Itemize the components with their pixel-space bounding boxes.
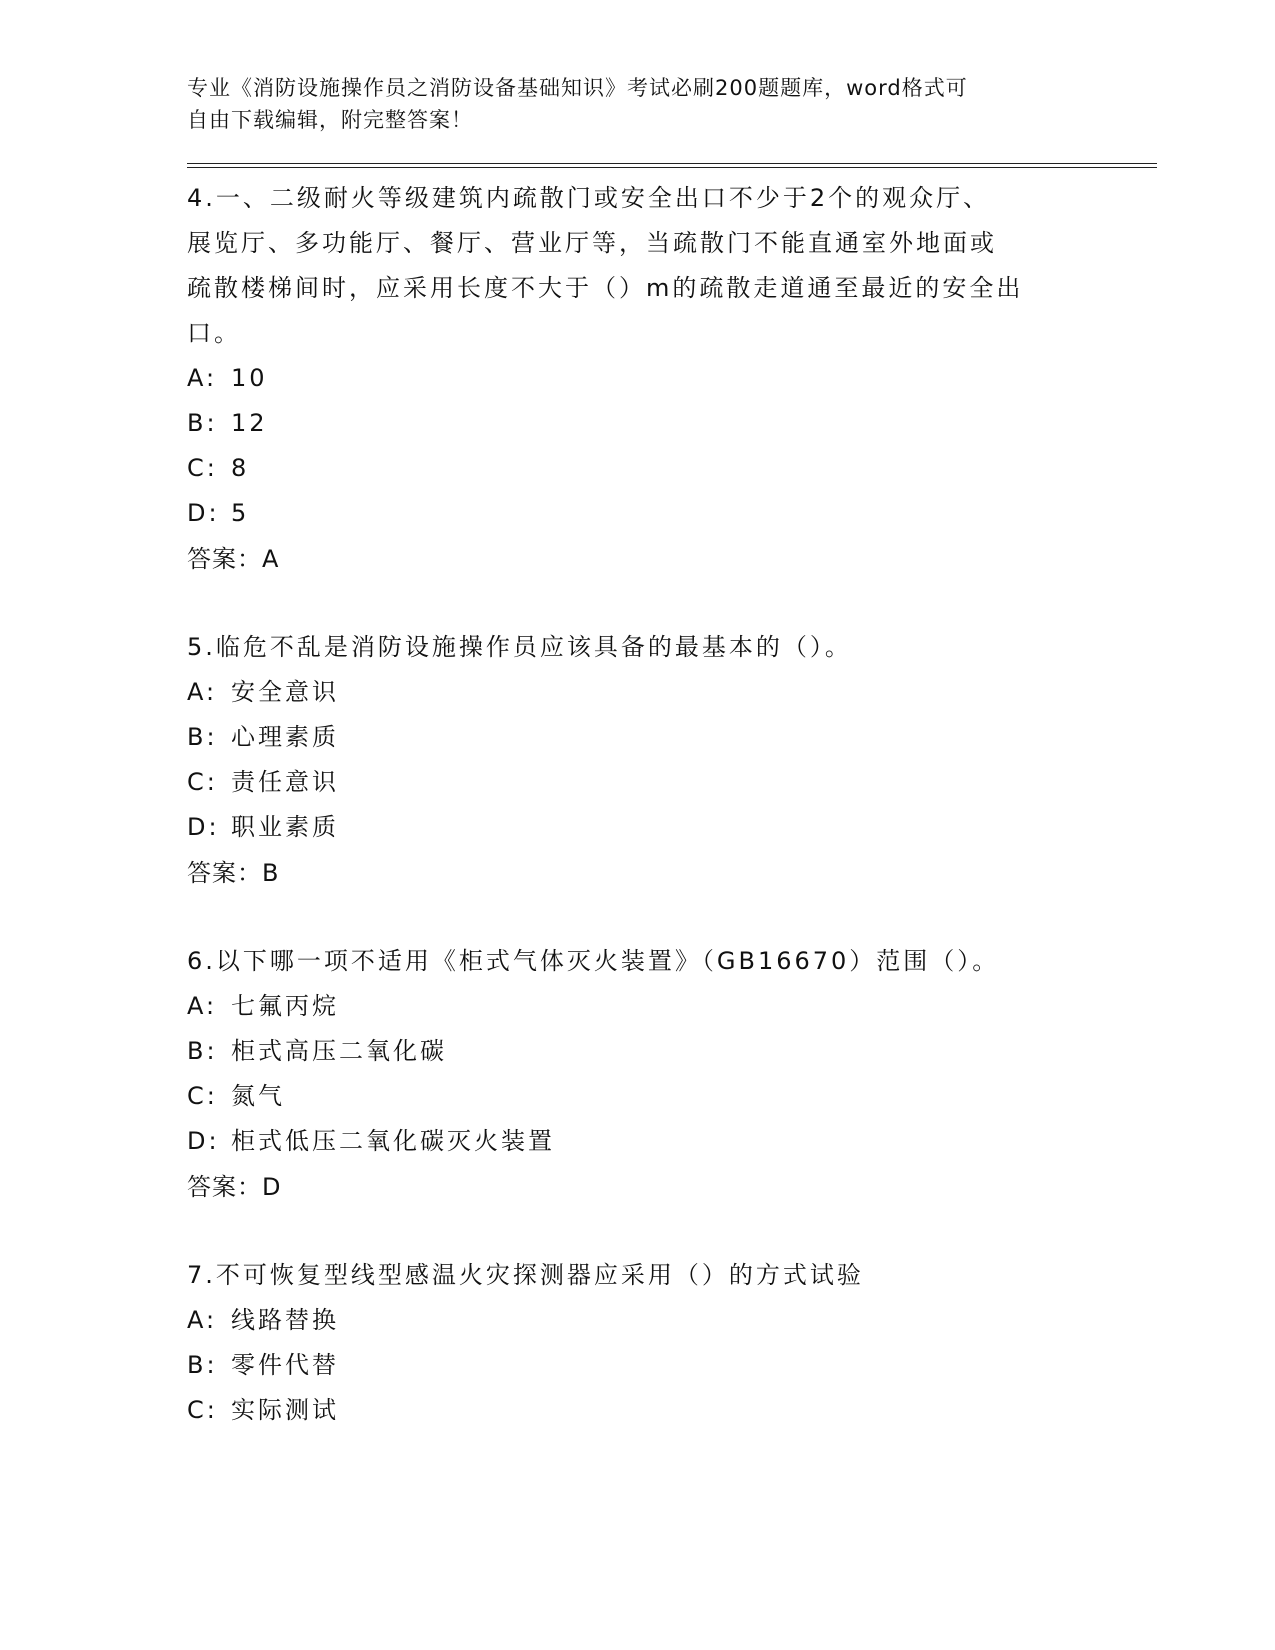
option-a: [187, 984, 1087, 1029]
header-divider: [187, 163, 1157, 169]
question-stem: 5.临危不乱是消防设施操作员应该具备的最基本的（）。: [187, 633, 852, 661]
answer-line: 答案：A: [187, 545, 280, 573]
option-letter: C:: [187, 768, 218, 796]
question-stem: 展览厅、多功能厅、餐厅、营业厅等，当疏散门不能直通室外地面或: [187, 229, 997, 257]
option-letter: A:: [187, 1306, 218, 1334]
answer-line: 答案：D: [187, 1173, 282, 1201]
option-text: 12: [231, 409, 268, 437]
option-text: 柜式高压二氧化碳: [231, 1037, 447, 1065]
option-letter: A:: [187, 678, 218, 706]
option-letter: C:: [187, 1082, 218, 1110]
option-text: 氮气: [231, 1082, 285, 1110]
option-letter: B:: [187, 1037, 218, 1065]
option-letter: D:: [187, 499, 220, 527]
option-c: [187, 446, 1087, 491]
option-text: 线路替换: [231, 1306, 339, 1334]
option-b: [187, 401, 1087, 446]
option-b: [187, 1029, 1087, 1074]
option-text: 安全意识: [231, 678, 339, 706]
spacer: [187, 896, 1087, 939]
document-header: [187, 72, 1087, 136]
spacer: [187, 582, 1087, 625]
option-text: 心理素质: [231, 723, 339, 751]
option-letter: A:: [187, 992, 218, 1020]
question-stem: 6.以下哪一项不适用《柜式气体灭火装置》（GB16670）范围（）。: [187, 947, 1000, 975]
question-6: [187, 939, 1087, 1210]
header-line: 自由下载编辑，附完整答案！: [187, 108, 473, 132]
question-7: [187, 1253, 1087, 1433]
question-stem: 7.不可恢复型线型感温火灾探测器应采用（）的方式试验: [187, 1261, 864, 1289]
option-d: [187, 1119, 1087, 1164]
option-text: 七氟丙烷: [231, 992, 339, 1020]
option-letter: D:: [187, 813, 220, 841]
option-letter: C:: [187, 1396, 218, 1424]
question-stem: 疏散楼梯间时，应采用长度不大于（）m的疏散走道通至最近的安全出: [187, 274, 1024, 302]
option-text: 实际测试: [231, 1396, 339, 1424]
question-5: [187, 625, 1087, 896]
document-page: [187, 72, 1087, 1433]
option-text: 柜式低压二氧化碳灭火装置: [231, 1127, 555, 1155]
divider-line: [187, 163, 1157, 164]
option-b: [187, 715, 1087, 760]
question-4: [187, 176, 1087, 582]
question-stem: 口。: [187, 319, 241, 347]
divider-line: [187, 167, 1157, 168]
option-a: [187, 670, 1087, 715]
option-text: 8: [231, 454, 250, 482]
option-c: [187, 1388, 1087, 1433]
spacer: [187, 1210, 1087, 1253]
option-a: [187, 1298, 1087, 1343]
option-letter: A:: [187, 364, 218, 392]
answer-line: 答案：B: [187, 859, 280, 887]
option-c: [187, 760, 1087, 805]
header-line: 专业《消防设施操作员之消防设备基础知识》考试必刷200题题库，word格式可: [187, 76, 968, 100]
option-text: 职业素质: [231, 813, 339, 841]
option-letter: B:: [187, 409, 218, 437]
option-b: [187, 1343, 1087, 1388]
option-text: 零件代替: [231, 1351, 339, 1379]
option-text: 责任意识: [231, 768, 339, 796]
option-a: [187, 356, 1087, 401]
question-stem: 4.一、二级耐火等级建筑内疏散门或安全出口不少于2个的观众厅、: [187, 184, 991, 212]
option-letter: D:: [187, 1127, 220, 1155]
option-letter: C:: [187, 454, 218, 482]
option-d: [187, 491, 1087, 536]
option-letter: B:: [187, 1351, 218, 1379]
option-text: 10: [231, 364, 268, 392]
option-d: [187, 805, 1087, 850]
option-text: 5: [231, 499, 250, 527]
option-c: [187, 1074, 1087, 1119]
option-letter: B:: [187, 723, 218, 751]
